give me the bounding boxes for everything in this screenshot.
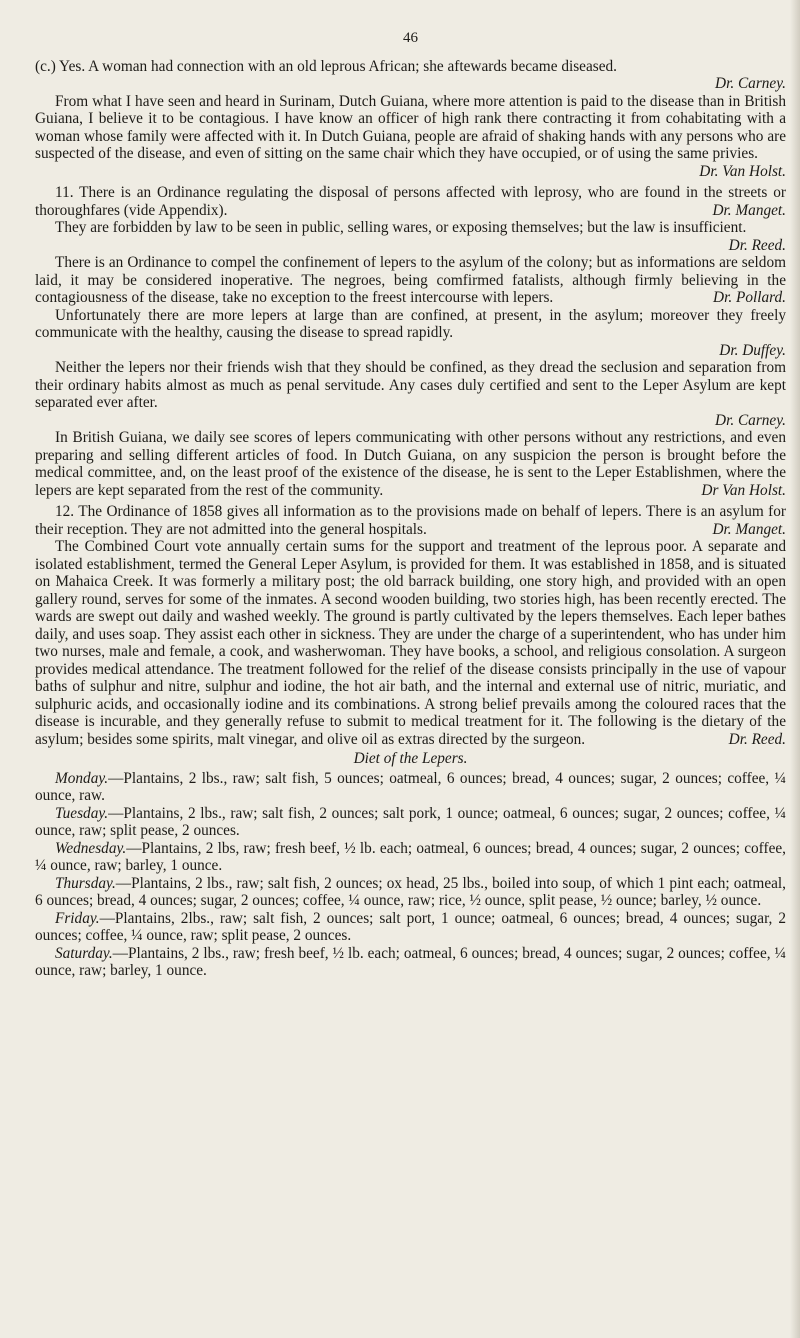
diet-entry <box>35 805 786 840</box>
signature: Dr. Reed. <box>728 236 786 254</box>
diet-day: Friday. <box>55 909 100 927</box>
signature: Dr. Manget. <box>712 201 786 219</box>
paragraph-text: Neither the lepers nor their friends wish that they should be confined, as they dread the seclusion and separation from their ordinary habits almost as much as penal servitude. Any cases duly certified and sent to the Leper Asylum are kept separated ever after. <box>35 359 786 411</box>
diet-text: —Plantains, 2 lbs, raw; fresh beef, ½ lb. each; oatmeal, 6 ounces; bread, 4 ounces; sugar, 2 ounces; coffee, ¼ ounce, raw; barley, 1 ounce. <box>35 839 786 874</box>
paragraph <box>35 58 786 93</box>
paragraph-text: The Combined Court vote annually certain sums for the support and treatment of the leprous poor. A separate and isolated establishment, termed the General Leper Asylum, is provided for them. It was established in 1858, and is situated on Mahaica Creek. It was formerly a military post; the old barrack building, one story high, and provided with an open gallery round, serves for some of the inmates. A second wooden building, two stories high, has been recently erected. The wards are swept out daily and washed weekly. The ground is partly cultivated by the lepers themselves. Each leper bathes daily, and uses soap. They assist each other in sickness. They are under the charge of a superintendent, who has under him two nurses, male and female, a cook, and washerwoman. They have books, a school, and religious consolation. A surgeon provides medical attendance. The treatment followed for the relief of the disease consists principally in the use of vapour baths of sulphur and nitre, sulphur and iodine, the hot air bath, and the internal and external use of nitric, muriatic, and sulphuric acids, and occasionally iodine and its combinations. A strong belief prevails among the coloured races that the disease is incurable, and they generally refuse to submit to medical treatment for it. The following is the dietary of the asylum; besides some spirits, malt vinegar, and olive oil as extras directed by the surgeon. Dr. Reed. <box>35 538 786 748</box>
signature: Dr. Carney. <box>715 75 786 92</box>
signature: Dr. Carney. <box>715 411 786 429</box>
paragraph-text: 11. There is an Ordinance regulating the disposal of persons affected with leprosy, who are found in the streets or thoroughfares (vide Appendix). Dr. Manget. <box>35 184 786 219</box>
signature: Dr Van Holst. <box>701 481 786 499</box>
diet-text: —Plantains, 2 lbs., raw; salt fish, 2 ounces; ox head, 25 lbs., boiled into soup, of which 1 pint each; oatmeal, 6 ounces; bread, 4 ounces; sugar, 2 ounces; coffee, ¼ ounce, raw; rice, ½ ounce, split pease, ½ ounce; barley, ½ ounce. <box>35 874 786 909</box>
paragraph-text: In British Guiana, we daily see scores of lepers communicating with other persons without any restrictions, and even preparing and selling different articles of food. In Dutch Guiana, on any suspicion the person is brought before the medical committee, and, on the least proof of the existence of the disease, he is sent to the Leper Establishmen, where the lepers are kept separated from the rest of the community. Dr Van Holst. <box>35 429 786 499</box>
diet-entry <box>35 945 786 980</box>
paragraph <box>35 538 786 748</box>
diet-text: —Plantains, 2lbs., raw; salt fish, 2 ounces; salt port, 1 ounce; oatmeal, 6 ounces; bread, 4 ounces; sugar, 2 ounces; coffee, ¼ ounce, raw; split pease, 2 ounces. <box>35 909 786 944</box>
paragraph <box>35 184 786 219</box>
diet-day: Wednesday. <box>55 839 127 857</box>
diet-entry <box>35 910 786 945</box>
signature: Dr. Manget. <box>712 520 786 538</box>
signature: Dr. Duffey. <box>719 341 786 359</box>
paragraph <box>35 219 786 254</box>
page-content <box>35 30 786 980</box>
diet-day: Tuesday. <box>55 804 109 822</box>
paragraph <box>35 307 786 360</box>
diet-entry <box>35 875 786 910</box>
diet-day: Saturday. <box>55 944 113 962</box>
diet-text: —Plantains, 2 lbs., raw; salt fish, 5 ounces; oatmeal, 6 ounces; bread, 4 ounces; sugar, 2 ounces; coffee, ¼ ounce, raw. <box>35 769 786 804</box>
diet-day: Monday. <box>55 769 109 787</box>
paragraph <box>35 429 786 499</box>
diet-entry <box>35 770 786 805</box>
paragraph-text: (c.) Yes. A woman had connection with an old leprous African; she aftewards became diseased. <box>35 57 617 75</box>
signature: Dr. Pollard. <box>713 289 786 306</box>
paragraph-text: There is an Ordinance to compel the confinement of lepers to the asylum of the colony; but as informations are seldom laid, it may be considered inoperative. The negroes, being comfirmed fatalists, although firmly believing in the contagiousness of the disease, take no exception to the freest intercourse with lepers. Dr. Pollard. <box>35 254 786 306</box>
signature: Dr. Van Holst. <box>699 162 786 180</box>
paragraph-text: They are forbidden by law to be seen in public, selling wares, or exposing themselves; but the law is insufficient. Dr. Reed. <box>55 219 786 254</box>
paragraph <box>35 254 786 307</box>
paragraph-text: Unfortunately there are more lepers at large than are confined, at present, in the asylum; moreover they freely communicate with the healthy, causing the disease to spread rapidly. <box>35 306 786 341</box>
paragraph <box>35 359 786 429</box>
page-number: 46 <box>403 30 418 46</box>
signature: Dr. Reed. <box>728 730 786 748</box>
diet-text: —Plantains, 2 lbs., raw; fresh beef, ½ lb. each; oatmeal, 6 ounces; bread, 4 ounces; sugar, 2 ounces; coffee, ¼ ounce, raw; barley, 1 ounce. <box>35 944 786 979</box>
diet-heading: Diet of the Lepers. <box>353 750 468 767</box>
diet-day: Thursday. <box>55 874 116 892</box>
paragraph <box>35 93 786 181</box>
paragraph <box>35 503 786 538</box>
diet-entry <box>35 840 786 875</box>
paragraph-text: 12. The Ordinance of 1858 gives all information as to the provisions made on behalf of lepers. There is an asylum for their reception. They are not admitted into the general hospitals. Dr. Manget. <box>35 503 786 538</box>
diet-text: —Plantains, 2 lbs., raw; salt fish, 2 ounces; salt pork, 1 ounce; oatmeal, 6 ounces; sugar, 2 ounces; coffee, ¼ ounce, raw; split pease, 2 ounces. <box>35 804 786 839</box>
paragraph-text: From what I have seen and heard in Surinam, Dutch Guiana, where more attention is paid to the disease than in British Guiana, I believe it to be contagious. I have know an officer of high rank there contracting it from cohabitating with a woman whose family were affected with it. In Dutch Guiana, people are afraid of shaking hands with any persons who are suspected of the disease, and even of sitting on the same chair which they have occupied, or of using the same privies. Dr. Van Holst. <box>35 92 786 180</box>
